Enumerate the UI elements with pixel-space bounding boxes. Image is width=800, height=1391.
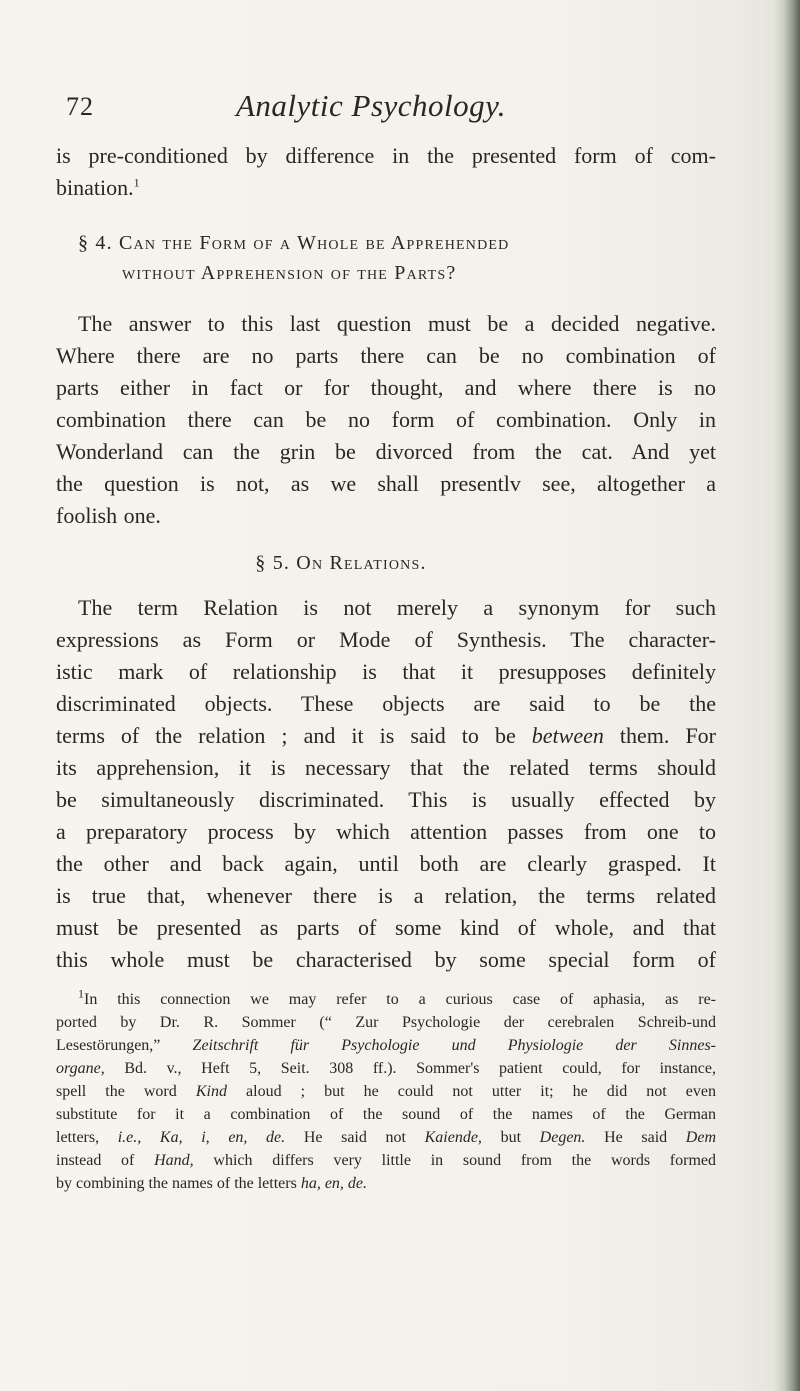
text-line: foolish one.	[56, 503, 161, 528]
footnote-line	[56, 1034, 716, 1057]
text-line: The term Relation is not merely a synonym for such	[78, 595, 716, 620]
text-span: them. For	[619, 723, 717, 748]
text-line: is pre-conditioned by difference in the presented form of com-	[56, 143, 716, 168]
section-heading-4: § 4. Can the Form of a Whole be Apprehended	[78, 232, 510, 254]
footnote-text: He said	[604, 1129, 668, 1146]
footnote-line	[56, 1057, 716, 1080]
text-span: bination.	[56, 175, 134, 200]
footnote-word: ha, en, de.	[300, 1175, 368, 1192]
text-line	[56, 172, 716, 204]
running-title: Analytic Psychology.	[236, 88, 506, 123]
footnote-reference: 1	[133, 175, 140, 190]
text-line: is true that, whenever there is a relation, the terms related	[56, 883, 716, 908]
footnote-text: but	[500, 1129, 522, 1146]
page-binding-edge	[774, 0, 800, 1391]
footnote-word: Kind	[195, 1083, 227, 1100]
text-line: a preparatory process by which attention passes from one to	[56, 819, 716, 844]
text-line: Wonderland can the grin be divorced from the cat. And yet	[56, 439, 716, 464]
text-span: terms of the relation ; and it is said to be	[56, 723, 516, 748]
footnote-text: Bd. v., Heft 5, Seit. 308 ff.). Sommer's patient could, for instance,	[124, 1060, 716, 1077]
text-line	[56, 720, 716, 752]
footnote-marker: 1	[78, 986, 84, 1001]
footnote-journal-title: Zeitschrift für Psychologie und Physiologie der Sinnes-	[192, 1037, 716, 1054]
text-line: this whole must be characterised by some special form of	[56, 947, 716, 972]
footnote-word: Degen.	[539, 1129, 586, 1146]
text-line: the other and back again, until both are clearly grasped. It	[56, 851, 716, 876]
footnote-line: ported by Dr. R. Sommer (“ Zur Psychologie der cerebralen Schreib-und	[56, 1014, 716, 1031]
footnote-line	[56, 1126, 716, 1149]
footnote-text: letters,	[56, 1129, 100, 1146]
footnote-line	[56, 1080, 716, 1103]
footnote-line	[56, 1149, 716, 1172]
text-line: Where there are no parts there can be no combination of	[56, 343, 716, 368]
footnote-line	[56, 1172, 716, 1195]
footnote-text: which differs very little in sound from the words formed	[213, 1152, 716, 1169]
text-line: discriminated objects. These objects are said to be the	[56, 691, 716, 716]
footnote	[56, 988, 716, 1195]
footnote-journal-title: organe,	[56, 1060, 105, 1077]
text-line: The answer to this last question must be a decided negative.	[78, 311, 716, 336]
footnote-text: by combining the names of the letters	[56, 1175, 297, 1192]
text-line: its apprehension, it is necessary that the related terms should	[56, 755, 716, 780]
footnote-word: Kaiende,	[424, 1129, 482, 1146]
footnote-line: substitute for it a combination of the sound of the names of the German	[56, 1106, 716, 1123]
text-line: parts either in fact or for thought, and where there is no	[56, 375, 716, 400]
footnote-text: Lesestörungen,”	[56, 1037, 161, 1054]
page-body	[56, 140, 716, 1195]
footnote-word: Dem	[685, 1129, 717, 1146]
footnote-text: He said not	[303, 1129, 406, 1146]
footnote-text: aloud ; but he could not utter it; he did not even	[246, 1083, 717, 1100]
footnote-text: spell the word	[56, 1083, 177, 1100]
text-line: istic mark of relationship is that it presupposes definitely	[56, 659, 716, 684]
text-line: combination there can be no form of combination. Only in	[56, 407, 716, 432]
text-line: must be presented as parts of some kind of whole, and that	[56, 915, 716, 940]
section-heading-5: § 5. On Relations.	[255, 552, 427, 574]
section-heading-4-continued: without Apprehension of the Parts?	[122, 262, 457, 284]
running-head	[66, 88, 726, 132]
footnote-text: instead of	[56, 1152, 135, 1169]
text-line: expressions as Form or Mode of Synthesis. The character-	[56, 627, 716, 652]
footnote-word: i.e., Ka, i, en, de.	[117, 1129, 286, 1146]
text-line: the question is not, as we shall presentlv see, altogether a	[56, 471, 716, 496]
page-number: 72	[66, 92, 94, 121]
text-line: be simultaneously discriminated. This is usually effected by	[56, 787, 716, 812]
footnote-word: Hand,	[154, 1152, 194, 1169]
footnote-text: In this connection we may refer to a curious case of aphasia, as re-	[84, 991, 716, 1008]
emphasis-word: between	[531, 723, 604, 748]
footnote-line	[56, 988, 716, 1011]
